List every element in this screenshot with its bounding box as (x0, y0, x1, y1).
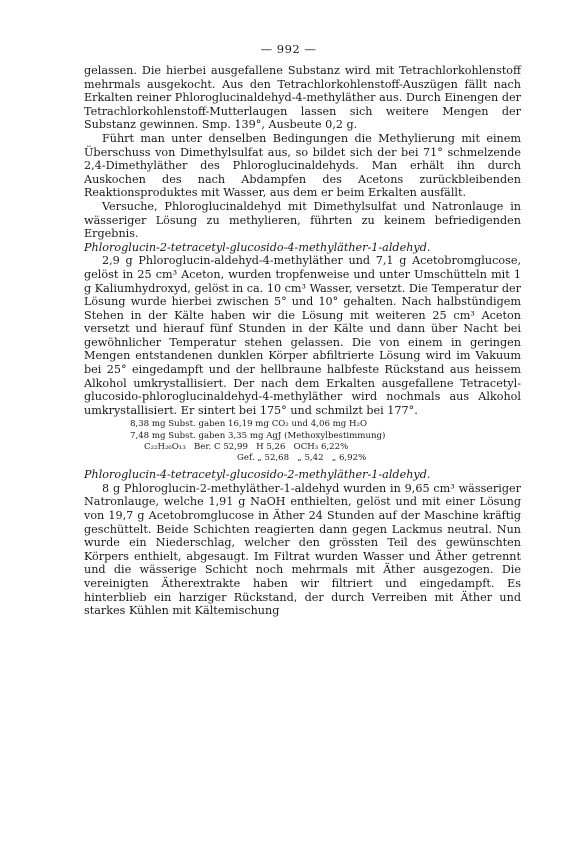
paragraph-5: 8 g Phloroglucin-2-methyläther-1-aldehyd wurden in 9,65 cm³ wässeriger Natronlauge, welche 1,91 g NaOH enthielten, gelöst und mit einer Lösung von 19,7 g Acetobromglucose in Äther 24 Stunden auf der Maschine kräftig geschüttelt. Beide Schichten reagierten dann gegen Lackmus neutral. Nun wurde ein Niederschlag, welcher den grössten Teil des gewünschten Körpers enthielt, abgesaugt. Im Filtrat wurden Wasser und Äther getrennt und die wässerige Schicht noch mehrmals mit Äther ausgezogen. Die vereinigten Ätherextrakte haben wir filtriert und eingedampft. Es hinterblieb ein harziger Rückstand, der durch Verreiben mit Äther und starkes Kühlen mit Kältemischung (84, 481, 521, 618)
analysis-line-3: C₂₂H₂₆O₁₃ Ber. C 52,99 H 5,26 OCH₃ 6,22% (144, 441, 349, 452)
paragraph-1: gelassen. Die hierbei ausgefallene Substanz wird mit Tetrachlorkohlenstoff mehrmals ausgekocht. Aus den Tetrachlorkohlenstoff-Auszügen fällt nach Erkalten reiner Phloroglucinaldehyd-4-methyläther aus. Durch Einengen der Tetrachlorkohlenstoff-Mutterlaugen lassen sich weitere Mengen der Substanz gewinnen. Smp. 139°, Ausbeute 0,2 g. (84, 64, 521, 132)
page-number: — 992 — (260, 42, 317, 56)
analysis-line-1: 8,38 mg Subst. gaben 16,19 mg CO₂ und 4,06 mg H₂O (130, 419, 368, 430)
analysis-line-2: 7,48 mg Subst. gaben 3,35 mg AgJ (Methoxylbestimmung) (130, 430, 386, 441)
paragraph-2: Führt man unter denselben Bedingungen die Methylierung mit einem Überschuss von Dimethylsulfat aus, so bildet sich der bei 71° schmelzende 2,4-Dimethyläther des Phloroglucinaldehyds. Man erhält ihn durch Auskochen des nach Abdampfen des Acetons zurückbleibenden Reaktionsproduktes mit Wasser, aus dem er beim Erkalten ausfällt. (84, 131, 521, 200)
paragraph-3: Versuche, Phloroglucinaldehyd mit Dimethylsulfat und Natronlauge in wässeriger Lösung zu methylieren, führten zu keinem befriedigenden Ergebnis. (84, 199, 521, 241)
analysis-data (84, 419, 521, 464)
paragraph-4: 2,9 g Phloroglucin-aldehyd-4-methyläther und 7,1 g Acetobromglucose, gelöst in 25 cm³ Aceton, wurden tropfenweise und unter Umschütteln mit 1 g Kaliumhydroxyd, gelöst in ca. 10 cm³ Wasser, versetzt. Die Temperatur der Lösung wurde hierbei zwischen 5° und 10° gehalten. Nach halbstündigem Stehen in der Kälte haben wir die Lösung mit weiteren 25 cm³ Aceton versetzt und hierauf fünf Stunden in der Kälte und dann über Nacht bei gewöhnlicher Temperatur stehen gelassen. Die von einem in geringen Mengen entstandenen dunklen Körper abfiltrierte Lösung wird im Vakuum bei 25° eingedampft und der hellbraune halbfeste Rückstand aus heissem Alkohol umkrystallisiert. Der nach dem Erkalten ausgefallene Tetracetyl-glucosido-phloroglucinaldehyd-4-methyläther wird nochmals aus Alkohol umkrystallisiert. Er sintert bei 175° und schmilzt bei 177°. (84, 254, 521, 417)
body-text (84, 64, 521, 618)
analysis-line-4: Gef. „ 52,68 „ 5,42 „ 6,92% (237, 453, 367, 464)
section-heading-1: Phloroglucin-2-tetracetyl-glucosido-4-methyläther-1-aldehyd. (84, 240, 431, 254)
section-heading-2: Phloroglucin-4-tetracetyl-glucosido-2-methyläther-1-aldehyd. (84, 468, 431, 482)
